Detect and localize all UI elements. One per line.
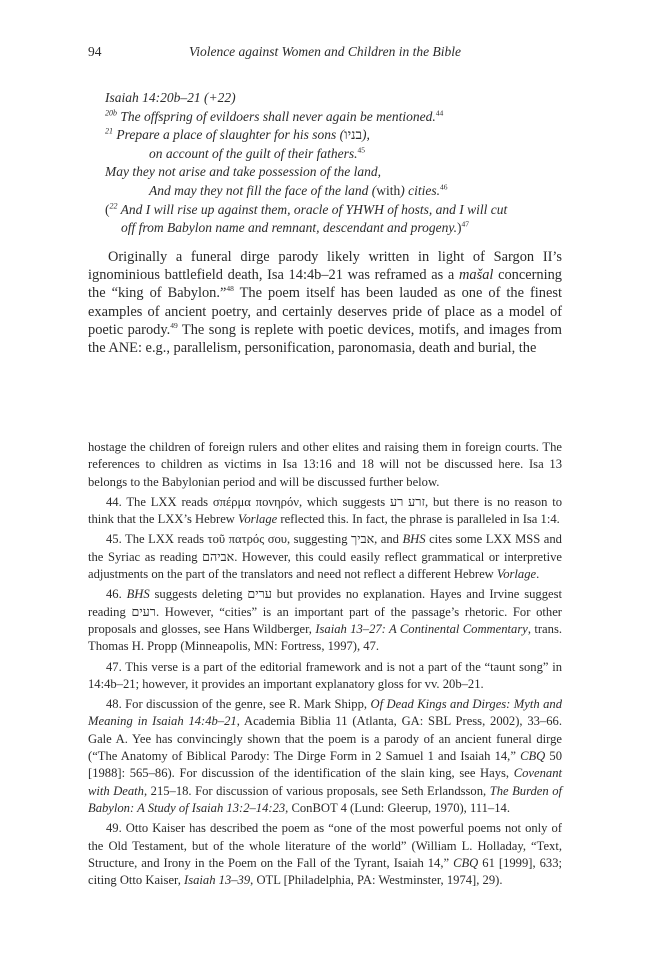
- body-paragraph: [88, 248, 562, 357]
- italic-title: Of Dead Kings and Dirges: Myth and Meaning in Isaiah 14:4b–21: [88, 697, 563, 729]
- verse-text: May they not arise and take possession of the land,: [105, 164, 381, 180]
- text: , and: [374, 532, 403, 547]
- footnote-ref: 49: [170, 321, 178, 331]
- footnote-44: [88, 494, 562, 529]
- footnote-ref: 45: [357, 145, 365, 155]
- paragraph: [88, 248, 562, 357]
- verse-text: ),: [362, 127, 370, 143]
- text: The poem itself has been lauded as one of the finest examples of ancient poetry, and certainly deserves pride of place as a model of poetic parody.: [88, 285, 562, 338]
- page-header: [88, 44, 562, 64]
- verse-text: The offspring of evildoers shall never again be mentioned.: [117, 108, 436, 124]
- footnote-ref: 44: [435, 108, 444, 118]
- verse-text: ) cities.: [400, 182, 440, 198]
- scripture-excerpt: [105, 89, 545, 238]
- text: reflected this. In fact, the phrase is paralleled in Isa 1:4.: [277, 512, 560, 527]
- text: , Academia Biblia 11 (Atlanta, GA: SBL Press, 2002), 33–66. Gale A. Yee has convincingly shown that the poem is a parody of an ancient funeral dirge (“The Anatomy of Biblical Parody: The Dirge Form in 2 Samuel 1 and Isaiah 14,”: [88, 714, 563, 764]
- verse-text: (: [105, 201, 110, 217]
- text: 46.: [106, 587, 127, 602]
- text: suggests deleting: [149, 587, 248, 602]
- italic-term: BHS: [402, 532, 426, 547]
- hebrew-word: זרע רע: [390, 494, 425, 509]
- text: 61 [1999], 633; citing Otto Kaiser,: [88, 855, 562, 888]
- italic-term: Vorlage: [496, 567, 537, 582]
- text: , ConBOT 4 (Lund: Gleerup, 1970), 111–14.: [285, 800, 510, 815]
- verse-number: 22: [109, 201, 118, 211]
- verse-text: with: [376, 182, 401, 198]
- footnote-46: [88, 586, 562, 655]
- text: . However, this could easily reflect grammatical or interpretive adjustments on the part of the translators and need not reflect a different Hebrew: [88, 549, 562, 582]
- italic-title: CBQ: [453, 855, 479, 870]
- excerpt-line-4: [105, 163, 545, 182]
- footnote-47: 47. This verse is a part of the editorial framework and is not a part of the “taunt song” in 14:4b–21; however, it provides an important explanatory gloss for vv. 20b–21.: [88, 659, 562, 691]
- footnote-49: [88, 820, 562, 889]
- verse-text: And I will rise up against them, oracle of YHWH of hosts, and I will cut: [117, 201, 508, 217]
- excerpt-line-3: [105, 145, 545, 164]
- text: 50 [1988]: 565–86). For discussion of the identification of the slain king, see Hays,: [88, 749, 562, 781]
- text: , OTL [Philadelphia, PA: Westminster, 1974], 29).: [250, 873, 503, 888]
- hebrew-word: רעים: [131, 604, 156, 619]
- footnote-ref: 46: [439, 182, 448, 192]
- footnote-48: [88, 696, 562, 817]
- running-title: Violence against Women and Children in the Bible: [188, 44, 462, 59]
- text: . However, “cities” is an important part of the passage’s rhetoric. For other proposals and glosses, see Hans Wildberger,: [88, 604, 562, 636]
- footnote-45: [88, 531, 562, 583]
- text: Originally a funeral dirge parody likely written in light of Sargon II’s ignominious battlefield death, Isa 14:4b–21 was reframed as a: [88, 249, 562, 284]
- text: 45. The LXX reads τοῦ πατρός σου, suggesting: [106, 532, 352, 547]
- text: 44. The LXX reads σπέρμα πονηρόν, which suggests: [106, 494, 391, 509]
- text: , 215–18. For discussion of various proposals, see Seth Erlandsson,: [143, 783, 490, 798]
- italic-term: Vorlage: [238, 512, 278, 527]
- verse-number: 20b: [105, 108, 117, 118]
- excerpt-line-7: [105, 219, 545, 238]
- hebrew-word: אביך: [351, 532, 375, 547]
- verse-text: off from Babylon name and remnant, descendant and progeny.: [121, 220, 457, 236]
- italic-title: CBQ: [520, 749, 546, 764]
- text: but provides no explanation. Hayes and Irvine suggest reading: [88, 587, 563, 619]
- verse-text: ): [456, 220, 462, 236]
- text: , trans. Thomas H. Propp (Minneapolis, MN: Fortress, 1997), 47.: [88, 621, 562, 654]
- italic-title: The Burden of Babylon: A Study of Isaiah 13:2–14:23: [88, 783, 562, 815]
- text: cites some LXX MSS and the Syriac as reading: [88, 532, 562, 564]
- text: 48. For discussion of the genre, see R. Mark Shipp,: [106, 697, 371, 712]
- verse-text: Prepare a place of slaughter for his sons (: [113, 127, 345, 143]
- text: , but there is no reason to think that the LXX’s Hebrew: [88, 494, 563, 527]
- text: .: [536, 567, 540, 582]
- verse-text: on account of the guilt of their fathers.: [149, 145, 358, 161]
- italic-title: Covenant with Death: [88, 766, 562, 798]
- text: 49. Otto Kaiser has described the poem as “one of the most powerful poems not only of the Old Testament, but of the whole literature of the world” (William L. Holladay, “Text, Structure, and Irony in the Poem on the Fall of the Tyrant, Isaiah 14,”: [88, 821, 562, 870]
- italic-term: mašal: [459, 267, 494, 284]
- hebrew-word: אביהם: [202, 549, 235, 564]
- text: concerning the “king of Babylon.”: [88, 267, 562, 302]
- hebrew-word: בניו: [344, 127, 362, 143]
- footnotes: [88, 439, 562, 892]
- page-number: 94: [88, 44, 102, 59]
- verse-text: And may they not fill the face of the land (: [149, 182, 377, 198]
- excerpt-line-1: [105, 108, 545, 127]
- italic-title: Isaiah 13–39: [184, 873, 251, 888]
- excerpt-line-2: [105, 126, 545, 145]
- excerpt-line-6: [105, 201, 545, 220]
- footnote-ref: 47: [461, 219, 469, 229]
- verse-number: 21: [105, 126, 113, 136]
- text: The song is replete with poetic devices, motifs, and images from the ANE: e.g., parallelism, personification, paronomasia, death and burial, the: [88, 321, 563, 357]
- footnote-ref: 48: [226, 284, 234, 294]
- footnote-continuation: hostage the children of foreign rulers and other elites and raising them in foreign courts. The references to children as victims in Isa 13:16 and 18 will not be discussed here. Isa 13 belongs to the Babylonian period and will be discussed further below.: [88, 440, 562, 489]
- italic-term: BHS: [126, 587, 150, 602]
- italic-title: Isaiah 13–27: A Continental Commentary: [315, 621, 528, 636]
- excerpt-line-5: [105, 182, 545, 201]
- hebrew-word: ערים: [247, 587, 272, 602]
- excerpt-heading: Isaiah 14:20b–21 (+22): [105, 90, 236, 105]
